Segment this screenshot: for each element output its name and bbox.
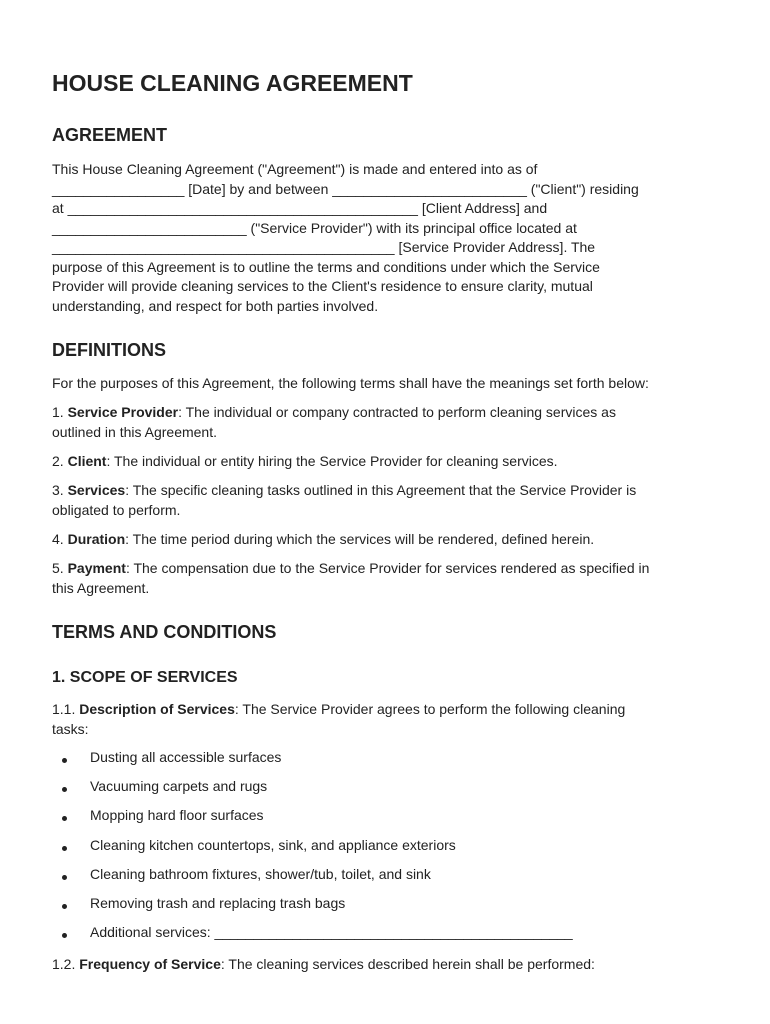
scope-heading: 1. SCOPE OF SERVICES [52,669,238,686]
agreement-line: understanding, and respect for both parties involved. [52,297,379,314]
definition-term: Payment [67,560,126,576]
agreement-heading: AGREEMENT [52,125,168,145]
definitions-heading: DEFINITIONS [52,340,167,360]
definition-item: 2. Client: The individual or entity hiring the Service Provider for cleaning services. [52,453,558,469]
definition-term: Service Provider [67,404,179,420]
definition-term: Client [67,453,107,469]
scope-description: 1.1. Description of Services: The Service Provider agrees to perform the following cleaning tasks: [52,701,626,737]
agreement-paragraph [52,160,718,316]
terms-heading: TERMS AND CONDITIONS [52,622,277,642]
agreement-line: at _____________________________________________ [Client Address] and [52,200,548,216]
list-item: Vacuuming carpets and rugs [52,777,718,806]
definition-item: 3. Services: The specific cleaning tasks outlined in this Agreement that the Service Provider is obligated to perform. [52,482,637,518]
agreement-line: _________________________ ("Service Provider") with its principal office located at [52,219,577,236]
bullet-icon [62,846,67,851]
list-item: Cleaning kitchen countertops, sink, and appliance exteriors [52,836,718,865]
definition-item: 4. Duration: The time period during which the services will be rendered, defined herein. [52,531,595,547]
agreement-line: ____________________________________________ [Service Provider Address]. The [52,239,596,255]
bullet-icon [62,787,67,792]
list-item: Dusting all accessible surfaces [52,748,718,777]
agreement-line: purpose of this Agreement is to outline the terms and conditions under which the Service [52,258,600,275]
frequency-term: Frequency of Service [79,956,221,972]
list-item: Mopping hard floor surfaces [52,806,718,835]
bullet-icon [62,875,67,880]
bullet-icon [62,933,67,938]
definition-term: Services [67,482,126,498]
agreement-line: Provider will provide cleaning services to the Client's residence to ensure clarity, mutual [52,278,593,294]
definition-item: 1. Service Provider: The individual or company contracted to perform cleaning services as outlined in this Agreement. [52,404,616,440]
definitions-intro: For the purposes of this Agreement, the following terms shall have the meanings set forth below: [52,375,649,391]
agreement-line: _________________ [Date] by and between _________________________ ("Client") residing [52,180,639,197]
bullet-icon [62,758,67,763]
description-term: Description of Services [79,701,235,717]
list-item: Additional services: ______________________________________________ [52,923,718,952]
list-item: Removing trash and replacing trash bags [52,894,718,923]
document-title: HOUSE CLEANING AGREEMENT [52,70,413,96]
bullet-icon [62,816,67,821]
bullet-icon [62,904,67,909]
services-list [52,748,718,952]
list-item: Cleaning bathroom fixtures, shower/tub, toilet, and sink [52,865,718,894]
definition-term: Duration [67,531,126,547]
definition-item: 5. Payment: The compensation due to the Service Provider for services rendered as specified in this Agreement. [52,560,650,596]
agreement-line: This House Cleaning Agreement ("Agreement") is made and entered into as of [52,161,538,177]
frequency-clause: 1.2. Frequency of Service: The cleaning services described herein shall be performed: [52,956,595,972]
